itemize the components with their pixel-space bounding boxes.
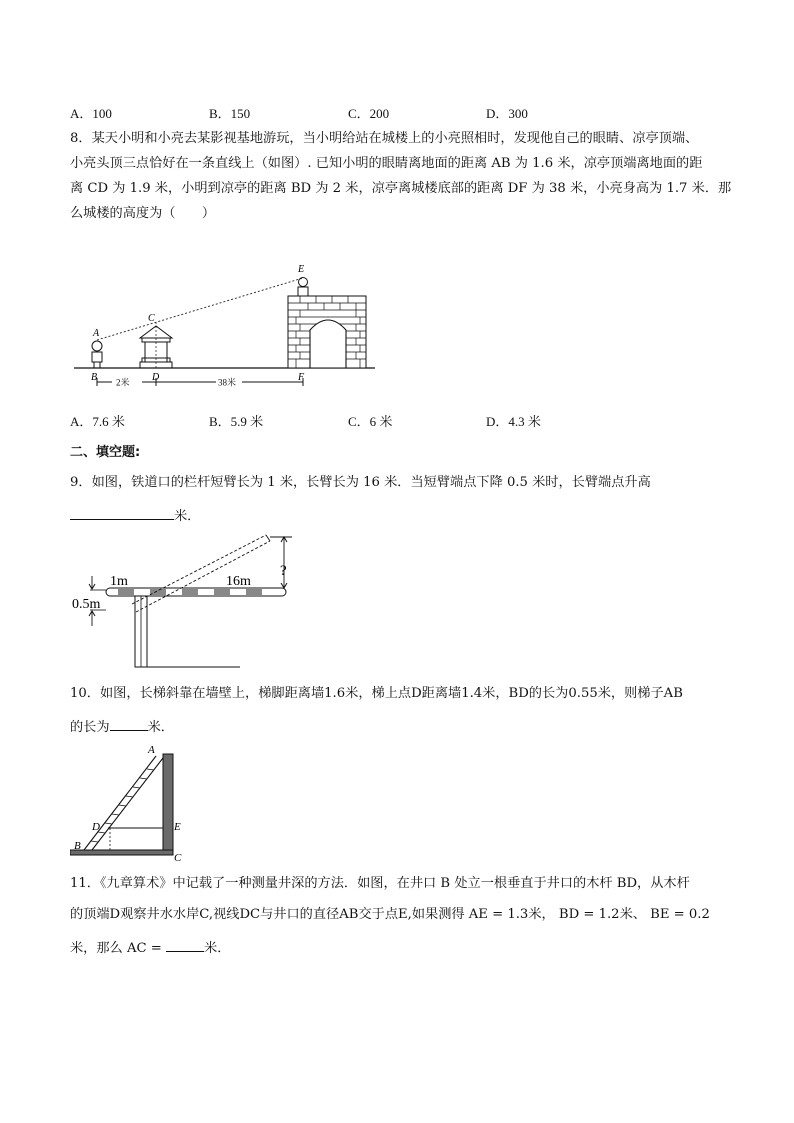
q10-label-b: B: [74, 840, 81, 852]
q8-line-2: 小亮头顶三点恰好在一条直线上（如图）. 已知小明的眼睛离地面的距离 AB 为 1.6 米，凉亭顶端离地面的距: [70, 156, 703, 171]
q10-label-d: D: [92, 821, 100, 833]
q8-figure: [70, 258, 390, 398]
q7-option-d: D．300: [486, 106, 528, 121]
q9-unit: 米．: [174, 509, 201, 524]
q11-line-2: 的顶端D观察井水水岸C,视线DC与井口的直径AB交于点E,如果测得 AE = 1.3米， BD = 1.2米、 BE = 0.2: [70, 907, 710, 922]
q8-line-4: 么城楼的高度为（ ）: [70, 206, 216, 221]
q8-label-b: B: [91, 372, 98, 383]
q8-pavilion: [140, 322, 172, 368]
q10-figure: [70, 740, 200, 865]
q8-dim-bd: 2米: [116, 377, 130, 388]
q7-option-c: C．200: [348, 106, 390, 121]
q9-drop-label: 0.5m: [72, 597, 101, 612]
q8-option-a: A．7.6 米: [70, 414, 125, 429]
q8-sight-line: [97, 278, 303, 340]
q8-line-3: 离 CD 为 1.9 米，小明到凉亭的距离 BD 为 2 米，凉亭离城楼底部的距离 DF 为 38 米，小亮身高为 1.7 米．那: [70, 181, 732, 196]
q10-label-a: A: [148, 744, 155, 756]
q8-label-e: E: [298, 264, 305, 275]
q8-label-c: C: [148, 313, 155, 324]
q11-prefix: 米，那么 AC =: [70, 941, 162, 956]
q11-answer-blank[interactable]: [166, 937, 204, 952]
q8-option-b: B．5.9 米: [209, 414, 264, 429]
q8-label-d: D: [152, 372, 160, 383]
q10-label-e: E: [174, 821, 181, 833]
q11-line-3: [70, 937, 230, 958]
q9-line-2: [70, 505, 200, 526]
q7-option-a: A．100: [70, 106, 112, 121]
q10-line-2: [70, 716, 174, 737]
q10-line-1: 10．如图，长梯斜靠在墙壁上，梯脚距离墙1.6米，梯上点D距离墙1.4米，BD的长为0.55米，则梯子AB: [70, 686, 683, 701]
q10-unit: 米．: [147, 720, 174, 735]
q9-question-mark: ?: [280, 563, 287, 579]
q8-option-d: D．4.3 米: [486, 414, 541, 429]
q10-label-c: C: [174, 852, 182, 864]
q8-option-c: C．6 米: [348, 414, 393, 429]
section-title: 二、填空题:: [70, 445, 141, 460]
q8-person-e: [298, 278, 308, 297]
q9-long-arm-label: 16m: [226, 574, 251, 589]
q9-short-arm-label: 1m: [110, 574, 128, 589]
q8-label-f: F: [298, 372, 305, 383]
q8-castle: [288, 296, 366, 368]
q8-line-1: 8．某天小明和小亮去某影视基地游玩，当小明给站在城楼上的小亮照相时，发现他自己的眼睛、凉亭顶端、: [70, 131, 699, 146]
q9-line-1: 9．如图，铁道口的栏杆短臂长为 1 米，长臂长为 16 米．当短臂端点下降 0.5 米时，长臂端点升高: [70, 475, 651, 490]
q10-answer-blank[interactable]: [110, 716, 148, 731]
q11-line-1: 11．《九章算术》中记载了一种测量井深的方法．如图，在井口 B 处立一根垂直于井口的木杆 BD，从木杆: [70, 876, 690, 891]
q8-dim-df: 38米: [218, 377, 237, 388]
q8-label-a: A: [93, 328, 100, 339]
q8-person-b: [92, 341, 102, 368]
q11-unit: 米．: [204, 941, 231, 956]
q9-figure: [70, 532, 310, 672]
q9-answer-blank[interactable]: [70, 505, 174, 520]
q7-option-b: B．150: [209, 106, 251, 121]
q10-prefix: 的长为: [70, 720, 110, 735]
